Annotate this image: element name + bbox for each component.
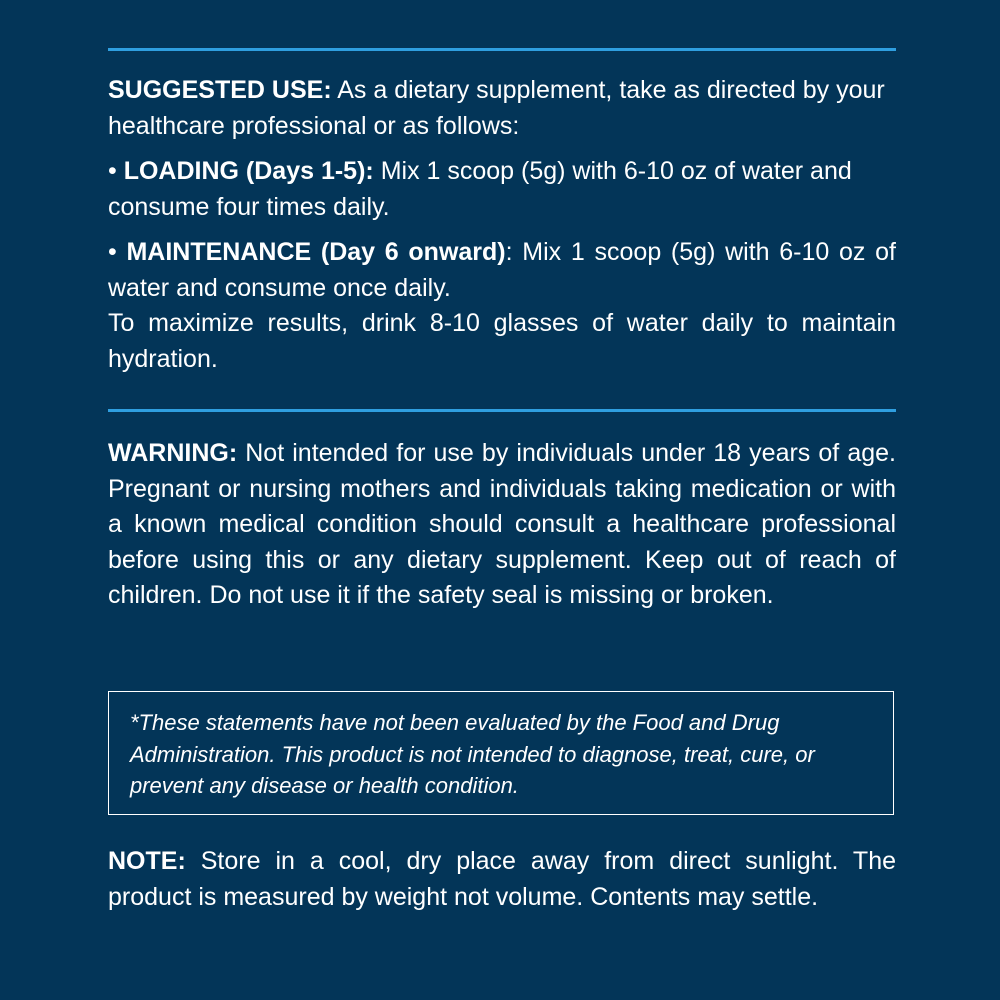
note-text: NOTE: Store in a cool, dry place away from direct sunlight. The product is measured by weight not volume. Contents may settle. — [108, 847, 896, 911]
loading-label: LOADING (Days 1-5): — [123, 157, 374, 185]
warning-text: WARNING: Not intended for use by individuals under 18 years of age. Pregnant or nursing mothers and individuals taking medication or with a known medical condition should consult a healthcare professional before using this or any dietary supplement. Keep out of reach of children. Do not use it if the safety seal is missing or broken. — [108, 439, 896, 609]
suggested-use-heading: SUGGESTED USE: — [108, 76, 332, 104]
maintenance-label: MAINTENANCE (Day 6 onward) — [126, 238, 506, 266]
maintenance-instruction: • MAINTENANCE (Day 6 onward): Mix 1 scoop (5g) with 6-10 oz of water and consume once daily. — [108, 238, 896, 302]
loading-instruction: • LOADING (Days 1-5): Mix 1 scoop (5g) with 6-10 oz of water and consume four times daily. — [108, 157, 852, 221]
middle-divider — [108, 409, 896, 412]
top-divider — [108, 48, 896, 51]
fda-disclaimer-text: *These statements have not been evaluated by the Food and Drug Administration. This product is not intended to diagnose, treat, cure, or prevent any disease or health condition. — [130, 710, 815, 798]
suggested-use-intro: SUGGESTED USE: As a dietary supplement, take as directed by your healthcare professional or as follows: — [108, 76, 885, 140]
fda-disclaimer-box — [108, 691, 894, 815]
hydration-tip: To maximize results, drink 8-10 glasses of water daily to maintain hydration. — [108, 309, 896, 373]
note-section — [108, 844, 896, 915]
warning-heading: WARNING: — [108, 439, 238, 467]
warning-section — [108, 436, 896, 614]
suggested-use-section — [108, 73, 896, 377]
note-heading: NOTE: — [108, 847, 186, 875]
